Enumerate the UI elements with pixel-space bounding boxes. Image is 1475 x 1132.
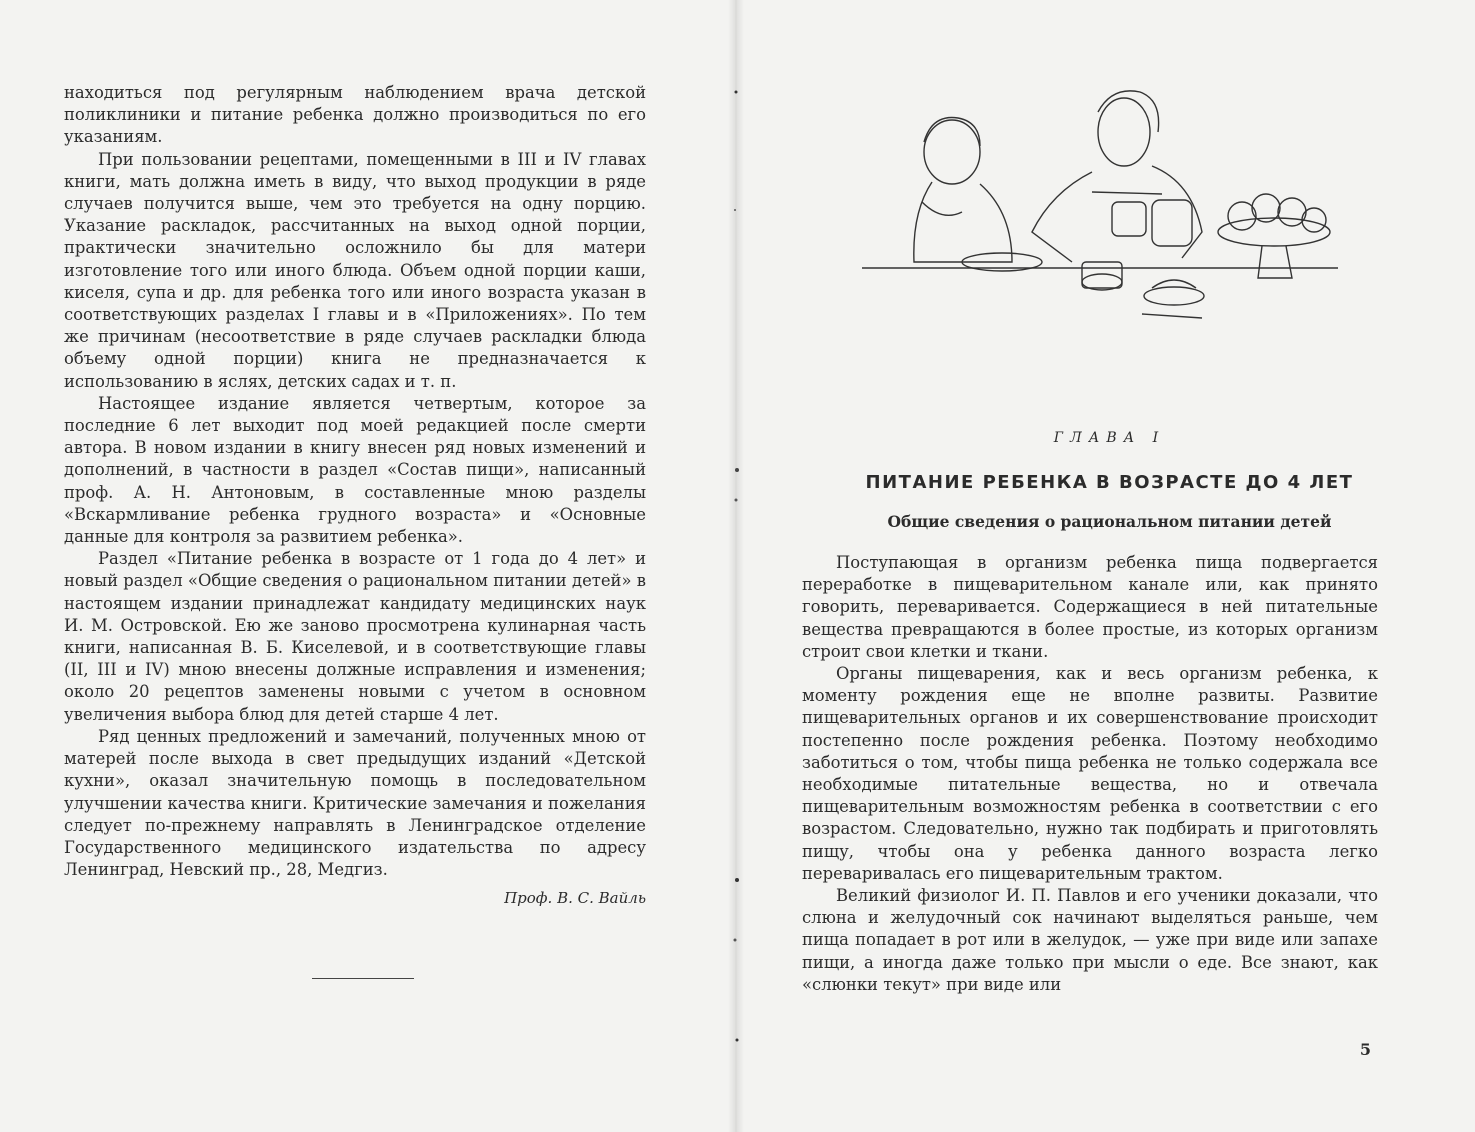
left-paragraph-1: находиться под регулярным наблюдением врача детской поликлиники и питание ребенка должно производиться по его указаниям. xyxy=(64,83,646,147)
right-paragraph-1: Поступающая в организм ребенка пища подвергается переработке в пищеварительном канале или, как принято говорить, переваривается. Содержащиеся в ней питательные вещества превращаются в более простые, из которых организм строит свои клетки и ткани. xyxy=(802,553,1378,661)
left-paragraph-3: Настоящее издание является четвертым, которое за последние 6 лет выходит под моей редакцией после смерти автора. В новом издании в книгу внесен ряд новых изменений и дополнений, в частности в раздел «Состав пищи», написанный проф. А. Н. Антоновым, в составленные мною разделы «Вскармливание ребенка грудного возраста» и «Основные данные для контроля за развитием ребенка». xyxy=(64,393,646,547)
mother-child-meal-illustration xyxy=(862,82,1338,342)
left-paragraph-4: Раздел «Питание ребенка в возрасте от 1 года до 4 лет» и новый раздел «Общие сведения о рациональном питании детей» в настоящем издании принадлежат кандидату медицинских наук И. М. Островской. Ею же заново просмотрена кулинарная часть книги, написанная В. Б. Киселевой, и в соответствующие главы (II, III и IV) мною внесены должные исправления и изменения; около 20 рецептов заменены новыми с учетом в основном увеличения выбора блюд для детей старше 4 лет. xyxy=(64,549,646,724)
left-page xyxy=(0,0,728,1132)
signature: Проф. В. С. Вайль xyxy=(504,889,646,908)
chapter-title: ПИТАНИЕ РЕБЕНКА В ВОЗРАСТЕ ДО 4 ЛЕТ xyxy=(865,472,1354,493)
chapter-label: ГЛАВА I xyxy=(1053,430,1166,446)
section-title: Общие сведения о рациональном питании детей xyxy=(887,512,1332,531)
right-paragraph-2: Органы пищеварения, как и весь организм ребенка, к моменту рождения еще не вполне развиты. Развитие пищеварительных органов и их совершенствование происходит постепенно после рождения ребенка. Поэтому необходимо заботиться о том, чтобы пища ребенка не только содержала все необходимые питательные вещества, но и отвечала пищеварительным возможностям ребенка в соответствии с его возрастом. Следовательно, нужно так подбирать и приготовлять пищу, чтобы она у ребенка данного возраста легко переваривалась его пищеварительным трактом. xyxy=(802,664,1378,883)
page-number: 5 xyxy=(1359,1040,1371,1059)
left-paragraph-5: Ряд ценных предложений и замечаний, полученных мною от матерей после выхода в свет предыдущих изданий «Детской кухни», оказал значительную помощь в последовательном улучшении качества книги. Критические замечания и пожелания следует по-прежнему направлять в Ленинградское отделение Государственного медицинского издательства по адресу Ленинград, Невский пр., 28, Медгиз. xyxy=(64,726,646,880)
left-paragraph-2: При пользовании рецептами, помещенными в III и IV главах книги, мать должна иметь в виду, что выход продукции в ряде случаев получится выше, чем это требуется на одну порцию. Указание раскладок, рассчитанных на выход одной порции, практически значительно осложнило бы для матери изготовление того или иного блюда. Объем одной порции каши, киселя, супа и др. для ребенка того или иного возраста указан в соответствующих разделах I главы и в «Приложениях». По тем же причинам (несоответствие в ряде случаев раскладки блюда объему одной порции) книга не предназначается к использованию в яслях, детских садах и т. п. xyxy=(64,149,646,391)
right-page-text xyxy=(802,552,1378,996)
closing-rule xyxy=(312,978,414,979)
right-page xyxy=(744,0,1475,1132)
left-page-text xyxy=(64,82,646,910)
right-paragraph-3: Великий физиолог И. П. Павлов и его ученики доказали, что слюна и желудочный сок начинают выделяться раньше, чем пища попадает в рот или в желудок, — уже при виде или запахе пищи, а иногда даже только при мысли о еде. Все знают, как «слюнки текут» при виде или xyxy=(802,886,1378,994)
